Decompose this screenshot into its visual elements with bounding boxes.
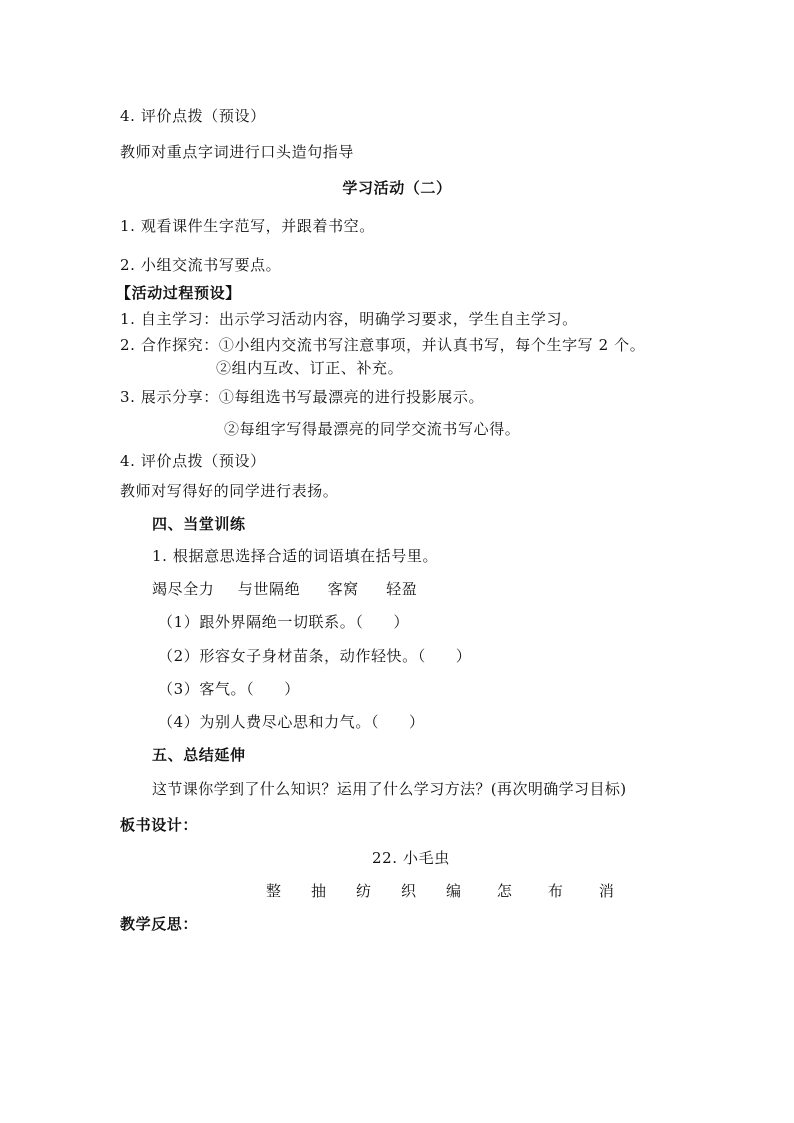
practice-item-2: （2）形容女子身材苗条，动作轻快。（ ） [158,647,472,665]
practice-item-3: （3）客气。（ ） [158,680,300,698]
board-char: 织 [400,882,417,900]
activity2-title: 学习活动（二） [342,179,452,197]
board-char: 怎 [496,882,513,900]
process-item-4-text: 教师对写得好的同学进行表扬。 [120,482,339,500]
word-options [152,579,417,599]
process-item-1: 1. 自主学习：出示学习活动内容，明确学习要求，学生自主学习。 [120,310,578,328]
board-char: 纺 [355,882,372,900]
process-item-3b: ②每组字写得最漂亮的同学交流书写心得。 [224,420,521,438]
board-char: 整 [266,882,282,900]
practice-question-1: 1. 根据意思选择合适的词语填在括号里。 [152,547,439,565]
board-char: 编 [445,882,462,900]
process-item-3: 3. 展示分享：①每组选书写最漂亮的进行投影展示。 [120,388,485,406]
reflection-heading: 教学反思： [120,915,199,933]
board-title: 22. 小毛虫 [372,849,450,867]
item4-heading: 4. 评价点拨（预设） [120,107,266,125]
summary-text: 这节课你学到了什么知识？运用了什么学习方法？(再次明确学习目标) [152,780,627,798]
process-item-2: 2. 合作探究：①小组内交流书写注意事项，并认真书写，每个生字写 2 个。 [120,336,646,354]
board-chars [266,881,639,901]
process-item-2b: ②组内互改、订正、补充。 [216,359,404,377]
activity2-step1: 1. 观看课件生字范写，并跟着书空。 [120,217,375,235]
word-option: 客窝 [327,580,359,598]
activity2-step2: 2. 小组交流书写要点。 [120,256,282,274]
practice-heading: 四、当堂训练 [152,515,246,533]
practice-item-4: （4）为别人费尽心思和力气。（ ） [158,713,425,731]
word-option: 竭尽全力 [152,580,215,598]
process-item-4-heading: 4. 评价点拨（预设） [120,452,266,470]
summary-heading: 五、总结延伸 [152,746,246,764]
word-option: 轻盈 [386,580,418,598]
board-char: 布 [547,882,564,900]
board-char: 抽 [310,882,327,900]
practice-item-1: （1）跟外界隔绝一切联系。（ ） [158,613,410,631]
process-heading: 【活动过程预设】 [116,284,241,302]
word-option: 与世隔绝 [237,580,301,598]
item4-text: 教师对重点字词进行口头造句指导 [120,143,355,161]
board-heading: 板书设计： [120,816,199,834]
board-char: 消 [598,882,615,900]
